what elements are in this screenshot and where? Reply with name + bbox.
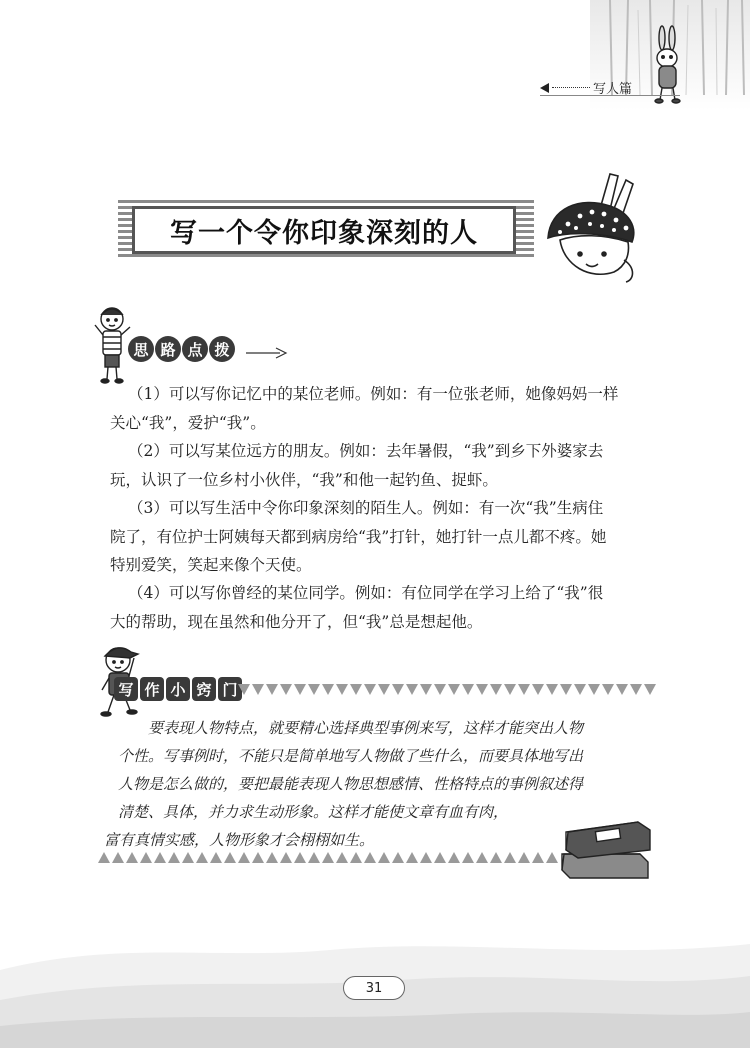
section2-heading-char: 作 [140,677,164,701]
triangle-ornament [406,684,418,695]
left-arrow-icon [540,83,549,93]
section-tag-label: 写人篇 [593,82,633,97]
section1-item-1 [110,380,658,437]
triangle-ornament [392,684,404,695]
triangle-ornament [490,684,502,695]
section2-heading [114,677,244,701]
triangle-ornament [182,852,194,863]
page-title: 写一个令你印象深刻的人 [132,206,516,254]
paragraph-line: （2）可以写某位远方的朋友。例如：去年暑假，“我”到乡下外婆家去 [128,442,604,460]
triangle-ornament [308,852,320,863]
triangle-ornament [518,684,530,695]
section2-heading-char: 小 [166,677,190,701]
triangle-ornament [546,852,558,863]
triangle-ornament [280,684,292,695]
triangle-ornament [504,852,516,863]
triangle-ornament [532,852,544,863]
paragraph-line: （1）可以写你记忆中的某位老师。例如：有一位张老师，她像妈妈一样 [128,385,619,403]
triangle-ornament [350,684,362,695]
triangle-ornament [252,852,264,863]
dotted-leader [552,87,590,88]
title-banner [118,200,534,260]
triangle-ornament [490,852,502,863]
triangle-ornament [476,852,488,863]
triangle-ornament [504,684,516,695]
triangle-ornament [406,852,418,863]
section1-heading-char: 点 [182,336,208,362]
triangle-ornament [322,852,334,863]
section1-item-4 [110,579,658,636]
right-arrow-icon [246,346,288,360]
section1-item-2 [110,437,658,494]
paragraph-line: 特别爱笑，笑起来像个天使。 [110,556,312,574]
triangle-ornament [238,684,250,695]
section1-heading-char: 路 [155,336,181,362]
triangle-ornament [140,852,152,863]
tips-line: 富有真情实感，人物形象才会栩栩如生。 [104,831,375,849]
page-number: 31 [343,976,405,1000]
triangle-ornament [294,852,306,863]
paragraph-line: （3）可以写生活中令你印象深刻的陌生人。例如：有一次“我”生病住 [128,499,604,517]
triangle-ornament [420,852,432,863]
tips-line: 清楚、具体，并力求生动形象。这样才能使文章有血有肉， [118,803,509,821]
triangle-ornament [364,852,376,863]
triangle-ornament [434,852,446,863]
triangle-ornament [364,684,376,695]
triangle-ornament [644,684,656,695]
section2-heading-char: 写 [114,677,138,701]
section1-heading-char: 拨 [209,336,235,362]
paragraph-line: 关心“我”，爱护“我”。 [110,413,266,432]
triangle-ornament [532,684,544,695]
triangle-ornament [154,852,166,863]
triangle-ornament [308,684,320,695]
section2-heading-char: 门 [218,677,242,701]
triangle-ornament [616,684,628,695]
triangle-ornament [602,684,614,695]
paragraph-line: 院了，有位护士阿姨每天都到病房给“我”打针，她打针一点儿都不疼。她 [110,527,607,546]
triangle-ornament [224,852,236,863]
triangle-ornament [336,852,348,863]
triangle-ornament [462,852,474,863]
triangle-ornament [350,852,362,863]
books-stack-illustration [556,810,656,882]
triangle-ornament [378,852,390,863]
paragraph-line: （4）可以写你曾经的某位同学。例如：有位同学在学习上给了“我”很 [128,584,604,602]
triangle-ornament [518,852,530,863]
triangle-ornament [462,684,474,695]
triangle-ornament [112,852,124,863]
section1-heading-char: 思 [128,336,154,362]
triangle-ornament [392,852,404,863]
triangle-ornament [476,684,488,695]
triangle-ornament [546,684,558,695]
triangle-ornament [448,852,460,863]
triangle-ornament [238,852,250,863]
triangle-ornament [266,684,278,695]
triangle-ornament [322,684,334,695]
triangle-ornament [434,684,446,695]
tips-line: 人物是怎么做的，要把最能表现人物思想感情、性格特点的事例叙述得 [118,775,584,793]
header-rule [540,95,680,96]
triangle-ornament [378,684,390,695]
triangle-ornament [168,852,180,863]
triangle-ornament [252,684,264,695]
triangle-ornament [336,684,348,695]
paragraph-line: 玩，认识了一位乡村小伙伴，“我”和他一起钓鱼、捉虾。 [110,470,498,489]
section1-heading [128,336,236,362]
triangle-border-top [238,684,656,696]
triangle-ornament [448,684,460,695]
triangle-ornament [126,852,138,863]
tips-line: 个性。写事例时，不能只是简单地写人物做了些什么，而要具体地写出 [118,747,584,765]
triangle-ornament [280,852,292,863]
triangle-border-bottom [98,852,568,864]
tips-line: 要表现人物特点，就要精心选择典型事例来写，这样才能突出人物 [148,719,584,737]
triangle-ornament [420,684,432,695]
triangle-ornament [294,684,306,695]
mushroom-girl-illustration [540,168,645,288]
triangle-ornament [210,852,222,863]
triangle-ornament [266,852,278,863]
triangle-ornament [630,684,642,695]
triangle-ornament [560,684,572,695]
triangle-ornament [588,684,600,695]
section2-heading-char: 窍 [192,677,216,701]
triangle-ornament [98,852,110,863]
triangle-ornament [196,852,208,863]
paragraph-line: 大的帮助，现在虽然和他分开了，但“我”总是想起他。 [110,612,483,631]
triangle-ornament [574,684,586,695]
section1-item-3 [110,494,658,580]
